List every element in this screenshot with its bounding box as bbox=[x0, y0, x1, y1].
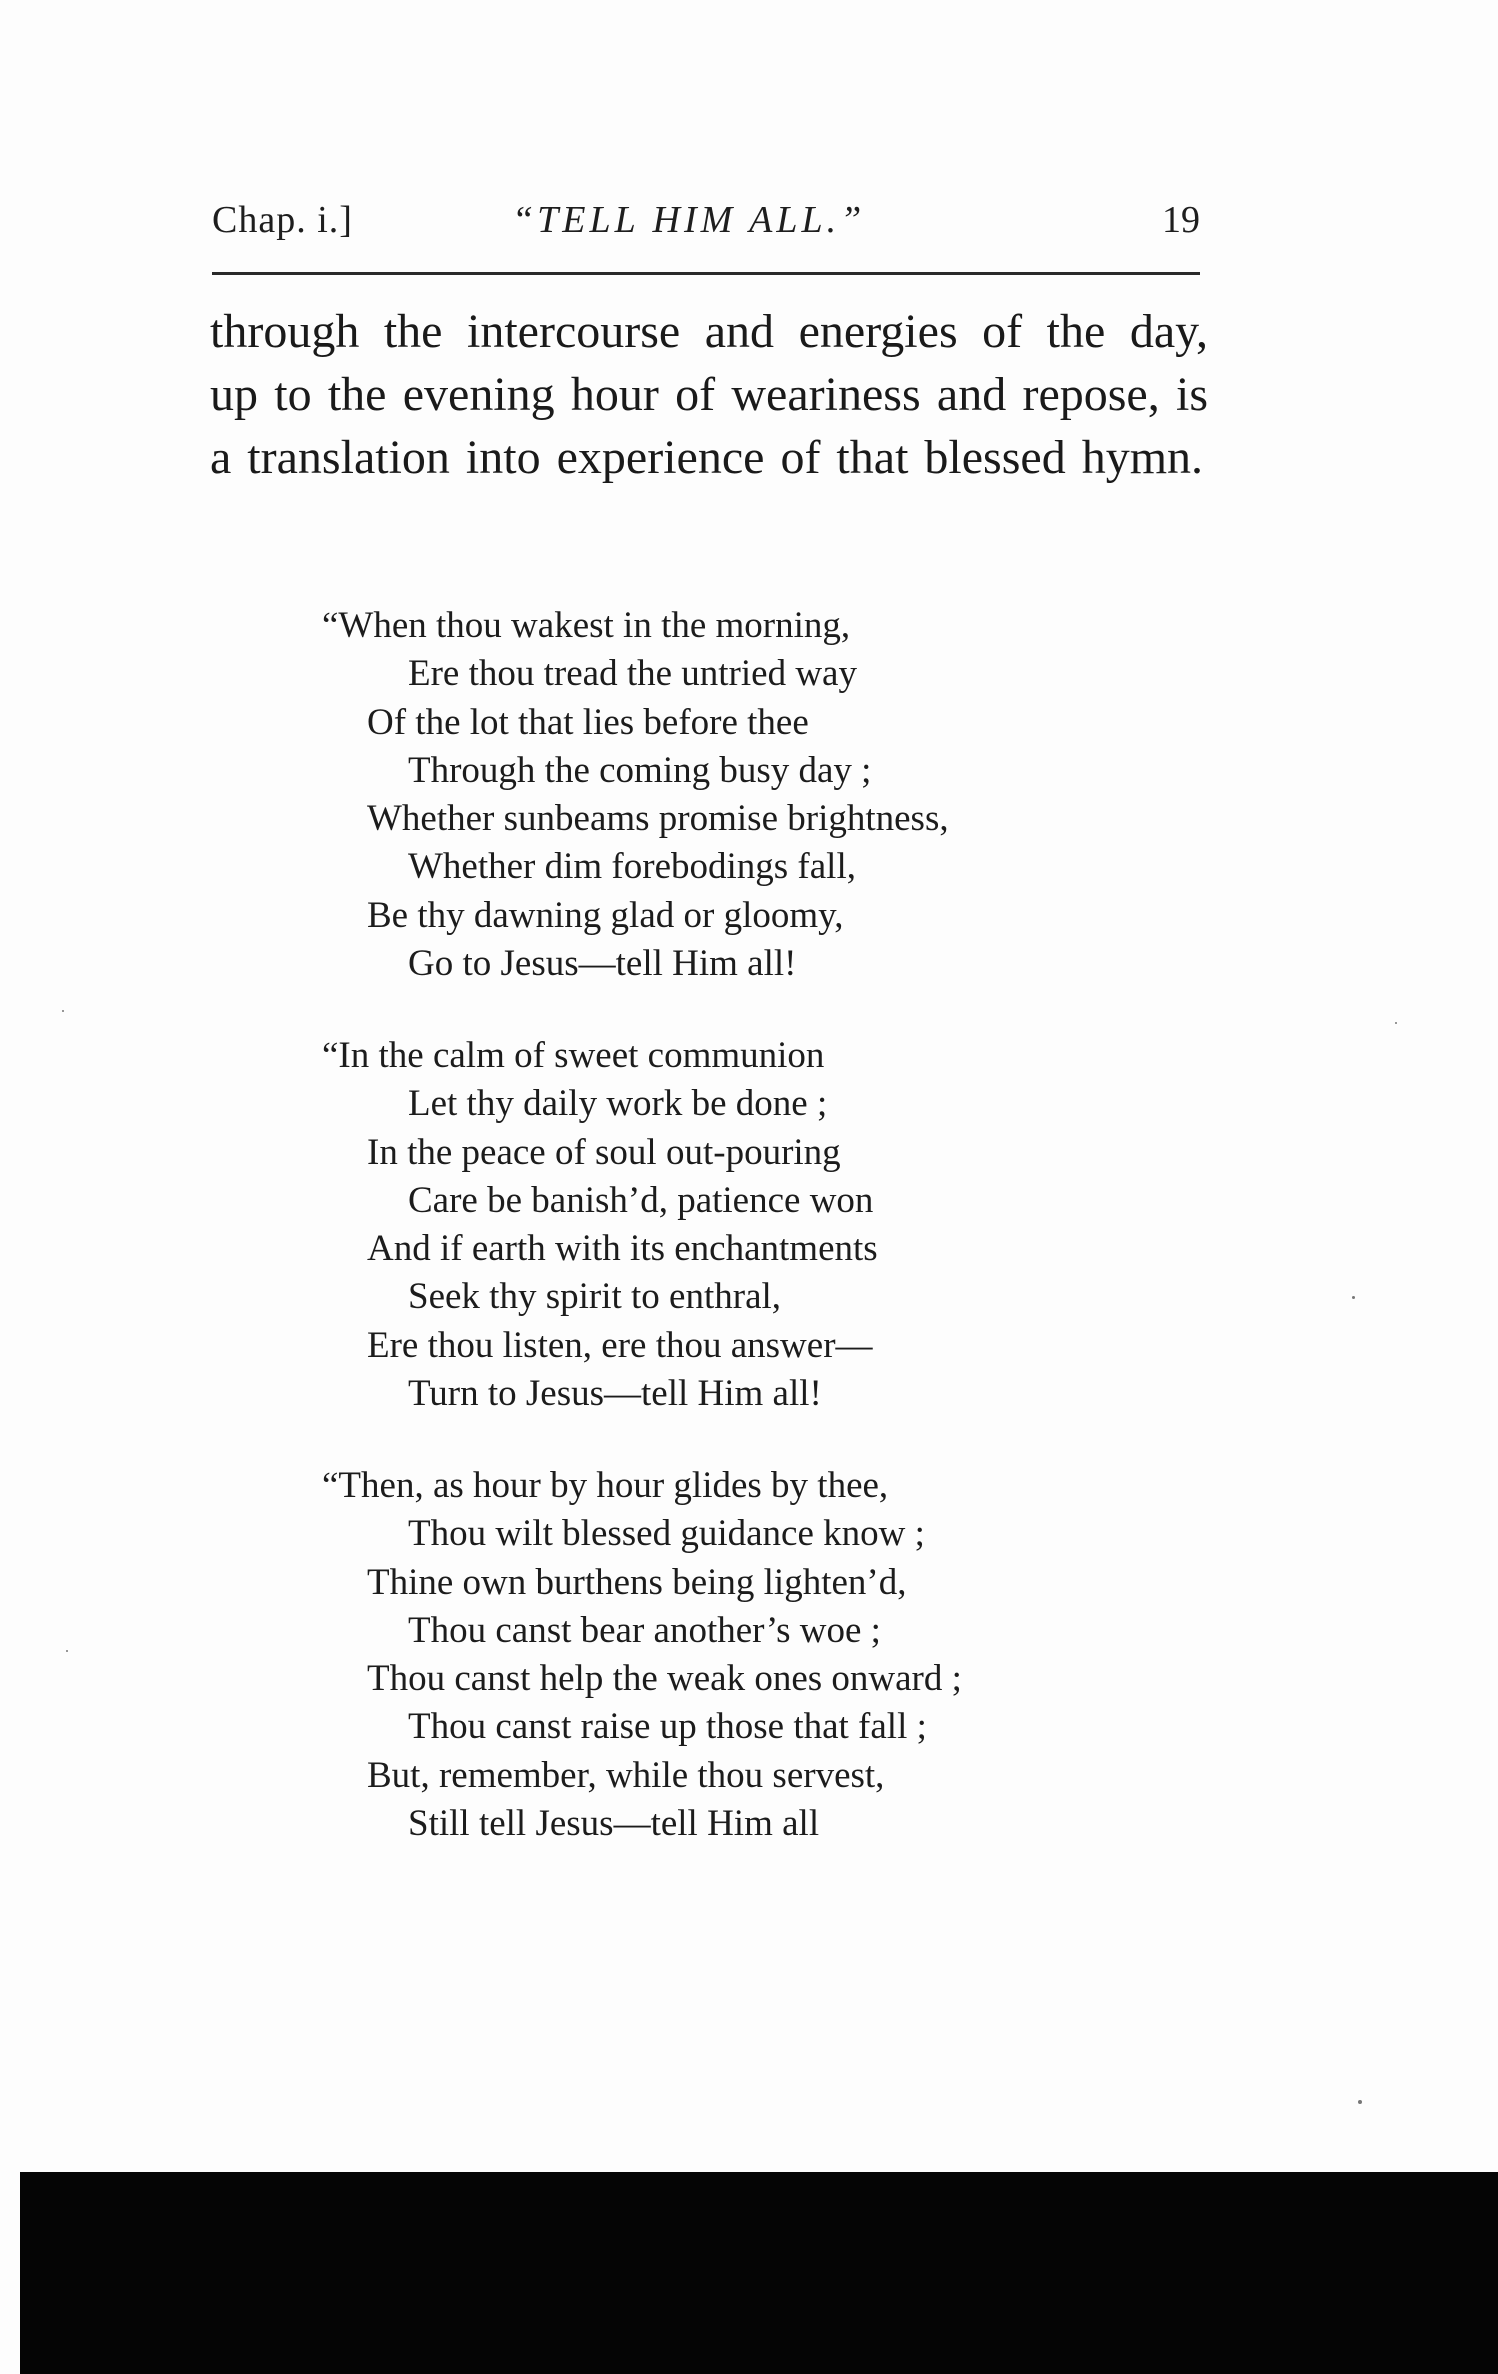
verse-line: Be thy dawning glad or gloomy, bbox=[367, 894, 844, 936]
verse-line: Thou canst raise up those that fall ; bbox=[408, 1706, 927, 1748]
verse-line: Thine own burthens being lighten’d, bbox=[367, 1561, 907, 1603]
verse-line: And if earth with its enchantments bbox=[367, 1228, 878, 1270]
verse-line: Thou canst help the weak ones onward ; bbox=[367, 1658, 962, 1700]
verse-line: Ere thou tread the untried way bbox=[408, 653, 857, 695]
verse-line: But, remember, while thou servest, bbox=[367, 1754, 885, 1796]
scan-edge-shadow bbox=[20, 2172, 1498, 2374]
verse-line: “When thou wakest in the morning, bbox=[322, 605, 851, 646]
verse-line: Through the coming busy day ; bbox=[408, 749, 872, 791]
scan-speck bbox=[1352, 1296, 1355, 1299]
verse-line: “In the calm of sweet communion bbox=[322, 1035, 825, 1076]
scan-speck bbox=[1395, 1022, 1397, 1024]
scan-speck bbox=[62, 1010, 64, 1012]
verse-line: “Then, as hour by hour glides by thee, bbox=[322, 1465, 889, 1506]
verse-line: Whether sunbeams promise brightness, bbox=[367, 798, 949, 840]
hymn-stanza-3 bbox=[322, 1462, 962, 1848]
verse-line: Turn to Jesus—tell Him all! bbox=[408, 1373, 822, 1415]
verse-line: Of the lot that lies before thee bbox=[367, 701, 809, 743]
verse-line: Care be banish’d, patience won bbox=[408, 1179, 874, 1221]
hymn-stanza-1 bbox=[322, 602, 949, 988]
verse-line: Seek thy spirit to enthral, bbox=[408, 1276, 782, 1318]
verse-line: Whether dim forebodings fall, bbox=[408, 846, 856, 888]
verse-line: Let thy daily work be done ; bbox=[408, 1083, 828, 1125]
header-rule bbox=[212, 272, 1200, 275]
hymn-stanza-2 bbox=[322, 1032, 878, 1418]
verse-line: Ere thou listen, ere thou answer— bbox=[367, 1324, 873, 1366]
verse-line: In the peace of soul out-pouring bbox=[367, 1131, 841, 1173]
verse-line: Go to Jesus—tell Him all! bbox=[408, 943, 797, 985]
verse-line: Still tell Jesus—tell Him all bbox=[408, 1803, 820, 1845]
page-number: 19 bbox=[1162, 199, 1200, 241]
scan-speck bbox=[1358, 2100, 1362, 2104]
prose-paragraph: through the intercourse and energies of the day, up to the evening hour of weariness and repose, is a translation into experience of that blessed hymn. bbox=[210, 305, 1208, 484]
chapter-label: Chap. i.] bbox=[212, 199, 353, 241]
verse-line: Thou canst bear another’s woe ; bbox=[408, 1609, 881, 1651]
scan-speck bbox=[66, 1650, 68, 1652]
running-title: “TELL HIM ALL.” bbox=[512, 199, 866, 241]
verse-line: Thou wilt blessed guidance know ; bbox=[408, 1513, 925, 1555]
